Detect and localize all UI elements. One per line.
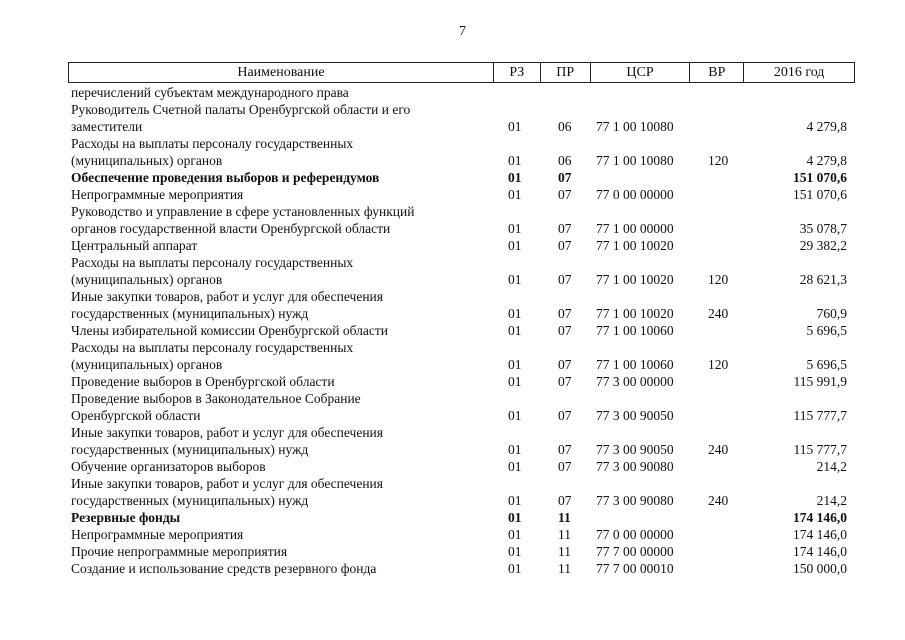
header-pr: ПР	[540, 63, 590, 82]
row-csr: 77 3 00 90050	[596, 442, 674, 457]
table-row	[0, 186, 905, 203]
row-pr: 07	[558, 374, 572, 389]
table-row	[0, 237, 905, 254]
table-row	[0, 560, 905, 577]
row-amount: 151 070,6	[793, 187, 847, 202]
table-row	[0, 509, 905, 526]
header-name: Наименование	[237, 64, 325, 80]
row-csr: 77 3 00 00000	[596, 374, 674, 389]
row-pr: 07	[558, 170, 572, 185]
row-csr: 77 1 00 00000	[596, 221, 674, 236]
row-rz: 01	[508, 374, 522, 389]
row-amount: 115 991,9	[793, 374, 847, 389]
table-row	[0, 526, 905, 543]
row-name: перечислений субъектам международного права	[71, 85, 349, 100]
table-row	[0, 254, 905, 288]
row-name: Непрограммные мероприятия	[71, 187, 244, 202]
row-rz: 01	[508, 408, 522, 423]
row-rz: 01	[508, 153, 522, 168]
row-pr: 07	[558, 408, 572, 423]
table-body	[0, 84, 905, 577]
row-rz: 01	[508, 561, 522, 576]
row-pr: 07	[558, 238, 572, 253]
row-csr: 77 0 00 00000	[596, 527, 674, 542]
table-row	[0, 373, 905, 390]
row-csr: 77 7 00 00000	[596, 544, 674, 559]
row-csr: 77 3 00 90080	[596, 493, 674, 508]
row-pr: 07	[558, 357, 572, 372]
row-name: Проведение выборов в Законодательное Собрание Оренбургской области	[71, 391, 361, 423]
header-rz: РЗ	[493, 63, 540, 82]
row-pr: 07	[558, 306, 572, 321]
row-csr: 77 1 00 10020	[596, 272, 674, 287]
table-row	[0, 288, 905, 322]
row-name: Расходы на выплаты персоналу государственных (муниципальных) органов	[71, 136, 354, 168]
row-amount: 35 078,7	[799, 221, 847, 236]
row-amount: 760,9	[816, 306, 847, 321]
row-csr: 77 3 00 90050	[596, 408, 674, 423]
row-name: Центральный аппарат	[71, 238, 198, 253]
row-csr: 77 1 00 10020	[596, 238, 674, 253]
row-rz: 01	[508, 170, 522, 185]
row-vr: 120	[708, 153, 729, 168]
row-name: Непрограммные мероприятия	[71, 527, 244, 542]
row-rz: 01	[508, 544, 522, 559]
row-pr: 07	[558, 323, 572, 338]
table-row	[0, 475, 905, 509]
row-amount: 115 777,7	[793, 442, 847, 457]
header-csr: ЦСР	[590, 63, 690, 82]
row-vr: 240	[708, 306, 729, 321]
row-name: Члены избирательной комиссии Оренбургской области	[71, 323, 388, 338]
row-pr: 06	[558, 153, 572, 168]
row-amount: 4 279,8	[806, 119, 847, 134]
row-amount: 214,2	[816, 493, 847, 508]
table-row	[0, 424, 905, 458]
table-row	[0, 339, 905, 373]
row-pr: 11	[558, 527, 571, 542]
table-row	[0, 84, 905, 101]
row-pr: 07	[558, 442, 572, 457]
row-amount: 174 146,0	[793, 510, 847, 525]
page-number: 7	[459, 24, 466, 39]
row-amount: 115 777,7	[793, 408, 847, 423]
row-csr: 77 1 00 10080	[596, 119, 674, 134]
row-name: Иные закупки товаров, работ и услуг для обеспечения государственных (муниципальных) нужд	[71, 289, 383, 321]
row-rz: 01	[508, 510, 522, 525]
table-row	[0, 322, 905, 339]
row-pr: 07	[558, 272, 572, 287]
row-pr: 11	[558, 510, 571, 525]
table-row	[0, 543, 905, 560]
header-vr: ВР	[689, 63, 743, 82]
row-name: Проведение выборов в Оренбургской области	[71, 374, 335, 389]
row-pr: 07	[558, 459, 572, 474]
row-rz: 01	[508, 187, 522, 202]
row-name: Создание и использование средств резервного фонда	[71, 561, 377, 576]
row-rz: 01	[508, 272, 522, 287]
row-name: Обеспечение проведения выборов и референдумов	[71, 170, 380, 185]
row-vr: 120	[708, 272, 729, 287]
row-name: Резервные фонды	[71, 510, 181, 525]
table-row	[0, 203, 905, 237]
row-csr: 77 1 00 10060	[596, 323, 674, 338]
row-rz: 01	[508, 357, 522, 372]
row-rz: 01	[508, 493, 522, 508]
row-amount: 4 279,8	[806, 153, 847, 168]
row-csr: 77 0 00 00000	[596, 187, 674, 202]
row-name: Иные закупки товаров, работ и услуг для обеспечения государственных (муниципальных) нужд	[71, 476, 383, 508]
row-name: Обучение организаторов выборов	[71, 459, 266, 474]
table-header	[68, 62, 855, 83]
row-rz: 01	[508, 221, 522, 236]
row-pr: 11	[558, 544, 571, 559]
row-amount: 214,2	[816, 459, 847, 474]
row-pr: 07	[558, 187, 572, 202]
row-rz: 01	[508, 306, 522, 321]
row-amount: 28 621,3	[799, 272, 847, 287]
row-csr: 77 1 00 10080	[596, 153, 674, 168]
row-rz: 01	[508, 119, 522, 134]
table-row	[0, 169, 905, 186]
row-pr: 06	[558, 119, 572, 134]
table-row	[0, 135, 905, 169]
row-vr: 240	[708, 442, 729, 457]
row-name: Иные закупки товаров, работ и услуг для обеспечения государственных (муниципальных) нужд	[71, 425, 383, 457]
row-pr: 07	[558, 221, 572, 236]
row-csr: 77 7 00 00010	[596, 561, 674, 576]
row-csr: 77 1 00 10060	[596, 357, 674, 372]
row-csr: 77 1 00 10020	[596, 306, 674, 321]
header-year: 2016 год	[743, 63, 854, 82]
row-rz: 01	[508, 238, 522, 253]
row-amount: 174 146,0	[793, 544, 847, 559]
row-rz: 01	[508, 323, 522, 338]
row-amount: 174 146,0	[793, 527, 847, 542]
row-name: Руководитель Счетной палаты Оренбургской области и его заместители	[71, 102, 411, 134]
row-rz: 01	[508, 459, 522, 474]
row-rz: 01	[508, 442, 522, 457]
row-rz: 01	[508, 527, 522, 542]
row-amount: 29 382,2	[799, 238, 847, 253]
table-row	[0, 390, 905, 424]
row-pr: 07	[558, 493, 572, 508]
row-csr: 77 3 00 90080	[596, 459, 674, 474]
row-name: Руководство и управление в сфере установленных функций органов государственной власти Оренбургской области	[71, 204, 415, 236]
row-amount: 151 070,6	[793, 170, 847, 185]
row-vr: 120	[708, 357, 729, 372]
row-amount: 5 696,5	[806, 357, 847, 372]
row-name: Расходы на выплаты персоналу государственных (муниципальных) органов	[71, 340, 354, 372]
row-pr: 11	[558, 561, 571, 576]
row-amount: 5 696,5	[806, 323, 847, 338]
row-name: Расходы на выплаты персоналу государственных (муниципальных) органов	[71, 255, 354, 287]
row-vr: 240	[708, 493, 729, 508]
table-row	[0, 101, 905, 135]
row-name: Прочие непрограммные мероприятия	[71, 544, 288, 559]
row-amount: 150 000,0	[793, 561, 847, 576]
table-row	[0, 458, 905, 475]
